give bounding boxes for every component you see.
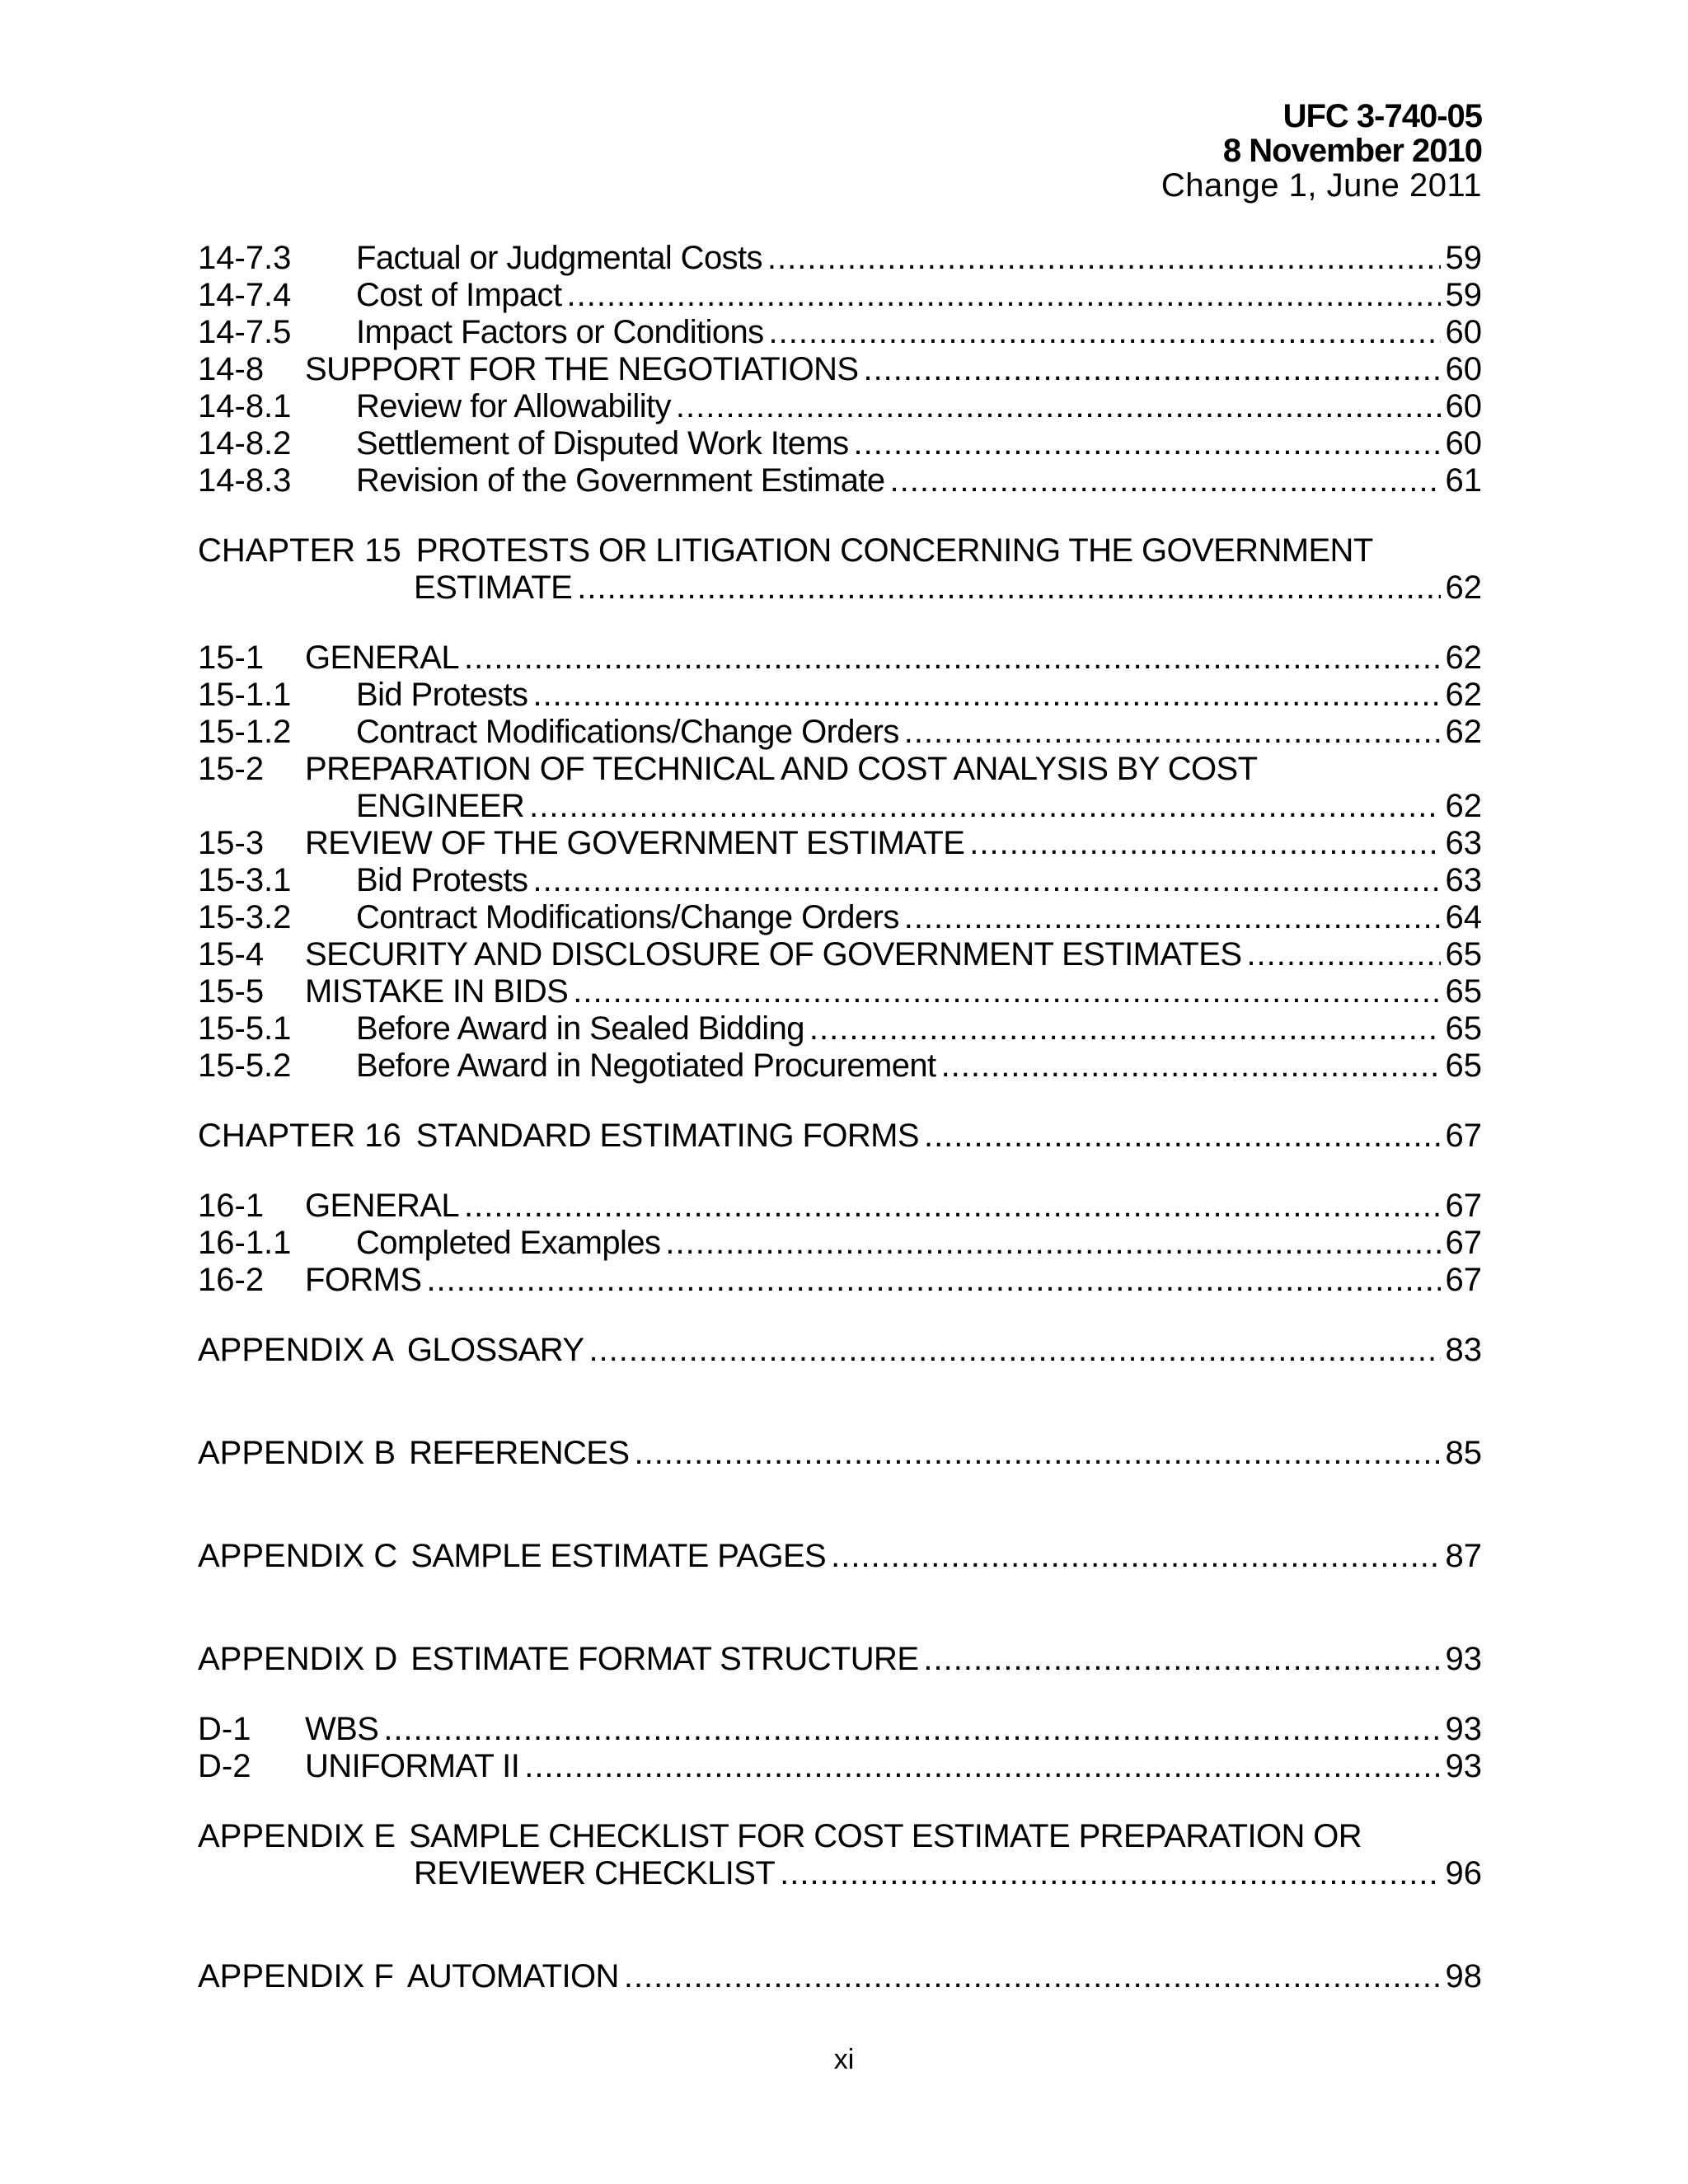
toc-title: Factual or Judgmental Costs [356,240,762,276]
toc-title: GLOSSARY [406,1332,584,1368]
dot-leader [524,1747,1440,1785]
dot-leader [426,1261,1440,1299]
dot-leader [577,569,1440,607]
toc-entry[interactable] [198,1224,1482,1262]
toc-page: 65 [1445,1047,1482,1084]
dot-leader [941,1047,1441,1085]
toc-page: 96 [1445,1855,1482,1891]
toc-entry[interactable] [198,898,1482,936]
toc-appendix-heading[interactable] [198,1817,1482,1855]
toc-appendix-label: APPENDIX C [198,1538,398,1574]
toc-appendix-label: APPENDIX E [198,1818,396,1854]
dot-leader [588,1331,1440,1369]
toc-page: 93 [1445,1641,1482,1677]
toc-number: 15-1.2 [198,714,292,750]
dot-leader [923,1640,1440,1678]
toc-number: 14-8 [198,351,265,387]
toc-appendix-label: APPENDIX A [198,1332,394,1368]
toc-page: 65 [1445,936,1482,972]
dot-leader [904,713,1441,751]
toc-entry[interactable] [198,1854,1482,1892]
dot-leader [767,239,1441,277]
toc-number: D-2 [198,1748,251,1784]
toc-title: Settlement of Disputed Work Items [356,425,849,462]
toc-entry[interactable] [198,1187,1482,1225]
toc-page: 60 [1445,388,1482,424]
toc-page: 62 [1445,569,1482,606]
toc-number: 15-3.2 [198,899,292,935]
toc-appendix-label: APPENDIX D [198,1641,398,1677]
toc-page: 63 [1445,862,1482,898]
toc-page: 62 [1445,714,1482,750]
toc-page: 62 [1445,677,1482,713]
toc-number: 16-1.1 [198,1225,292,1261]
document-id: UFC 3-740-05 [1282,98,1482,134]
toc-appendix-entry[interactable] [198,1640,1482,1678]
toc-appendix-entry[interactable] [198,1434,1482,1472]
document-change: Change 1, June 2011 [1160,167,1482,204]
toc-title: Contract Modifications/Change Orders [356,899,899,935]
dot-leader [573,972,1440,1010]
toc-number: 15-2 [198,751,265,787]
dot-leader [532,861,1440,899]
toc-title: REFERENCES [409,1435,630,1471]
toc-entry[interactable] [198,239,1482,277]
toc-title: GENERAL [305,640,459,676]
toc-page: 98 [1445,1958,1482,1994]
toc-page: 67 [1445,1118,1482,1154]
toc-number: 16-2 [198,1262,265,1298]
toc-title: Bid Protests [356,862,528,898]
toc-title: SUPPORT FOR THE NEGOTIATIONS [305,351,859,387]
toc-page: 87 [1445,1538,1482,1574]
toc-page: 93 [1445,1748,1482,1784]
page-header [1161,99,1482,203]
toc-page: 67 [1445,1188,1482,1224]
toc-entry[interactable] [198,1261,1482,1299]
toc-entry[interactable] [198,387,1482,425]
dot-leader [532,676,1440,714]
toc-title-continued: ESTIMATE [414,569,573,606]
toc-number: 15-3 [198,825,265,861]
toc-entry[interactable] [198,676,1482,714]
toc-entry[interactable] [198,935,1482,973]
toc-entry[interactable] [198,861,1482,899]
toc-page: 60 [1445,314,1482,350]
dot-leader [890,462,1441,499]
toc-entry-heading[interactable] [198,750,1482,788]
toc-entry[interactable] [198,639,1482,677]
toc-number: 14-7.3 [198,240,292,276]
toc-page: 62 [1445,788,1482,824]
toc-title: GENERAL [305,1188,459,1224]
toc-chapter-number: CHAPTER 15 [198,532,401,569]
toc-page: 65 [1445,973,1482,1010]
toc-entry[interactable] [198,1747,1482,1785]
dot-leader [780,1854,1440,1892]
toc-title: Completed Examples [356,1225,661,1261]
toc-title: PREPARATION OF TECHNICAL AND COST ANALYSIS BY COST [305,751,1258,787]
toc-number: 15-4 [198,936,265,972]
toc-title: Bid Protests [356,677,528,713]
dot-leader [969,824,1440,862]
toc-page: 60 [1445,425,1482,462]
toc-number: 14-8.2 [198,425,292,462]
toc-entry[interactable] [198,1047,1482,1085]
toc-page: 63 [1445,825,1482,861]
toc-entry[interactable] [198,569,1482,607]
dot-leader [809,1010,1441,1047]
toc-entry[interactable] [198,972,1482,1010]
toc-chapter-title: PROTESTS OR LITIGATION CONCERNING THE GOVERNMENT [415,532,1373,569]
toc-entry[interactable] [198,424,1482,462]
toc-title: WBS [305,1711,379,1747]
toc-page: 59 [1445,277,1482,313]
dot-leader [769,313,1441,351]
dot-leader [854,424,1441,462]
dot-leader [529,787,1440,825]
dot-leader [924,1117,1441,1155]
toc-title: ESTIMATE FORMAT STRUCTURE [410,1641,919,1677]
toc-title: SAMPLE ESTIMATE PAGES [410,1538,827,1574]
toc-page: 67 [1445,1225,1482,1261]
toc-title: Contract Modifications/Change Orders [356,714,899,750]
toc-title: Before Award in Sealed Bidding [356,1010,804,1047]
dot-leader [665,1224,1440,1262]
page-number: xi [833,2044,855,2075]
toc-page: 62 [1445,640,1482,676]
toc-title: Review for Allowability [356,388,671,424]
dot-leader [831,1537,1440,1575]
toc-appendix-entry[interactable] [198,1331,1482,1369]
toc-page: 67 [1445,1262,1482,1298]
toc-number: 14-8.3 [198,462,292,499]
toc-number: 15-1.1 [198,677,292,713]
toc-page: 93 [1445,1711,1482,1747]
toc-chapter-title: STANDARD ESTIMATING FORMS [415,1118,919,1154]
toc-entry[interactable] [198,787,1482,825]
toc-entry[interactable] [198,824,1482,862]
toc-entry[interactable] [198,1710,1482,1748]
toc-chapter-number: CHAPTER 16 [198,1118,401,1154]
toc-number: 15-5.1 [198,1010,292,1047]
toc-appendix-entry[interactable] [198,1957,1482,1995]
toc-number: 14-7.4 [198,277,292,313]
toc-entry[interactable] [198,462,1482,499]
toc-title: REVIEW OF THE GOVERNMENT ESTIMATE [305,825,965,861]
toc-entry[interactable] [198,276,1482,314]
toc-title: MISTAKE IN BIDS [305,973,569,1010]
toc-entry[interactable] [198,313,1482,351]
toc-number: D-1 [198,1711,251,1747]
toc-page: 60 [1445,351,1482,387]
toc-page: 83 [1445,1332,1482,1368]
toc-title: SAMPLE CHECKLIST FOR COST ESTIMATE PREPARATION OR [409,1818,1362,1854]
toc-entry[interactable] [198,350,1482,388]
toc-page: 65 [1445,1010,1482,1047]
toc-number: 15-5 [198,973,265,1010]
toc-title-continued: REVIEWER CHECKLIST [414,1855,776,1891]
toc-number: 14-8.1 [198,388,292,424]
toc-title: Revision of the Government Estimate [356,462,885,499]
document-date: 8 November 2010 [1222,133,1482,169]
dot-leader [1246,935,1440,973]
toc-title: Impact Factors or Conditions [356,314,764,350]
toc-title: SECURITY AND DISCLOSURE OF GOVERNMENT ESTIMATES [305,936,1242,972]
toc-page: 59 [1445,240,1482,276]
toc-appendix-label: APPENDIX F [198,1958,394,1994]
dot-leader [624,1957,1441,1995]
toc-title: AUTOMATION [406,1958,619,1994]
toc-title: Before Award in Negotiated Procurement [356,1047,936,1084]
toc-number: 15-5.2 [198,1047,292,1084]
dot-leader [904,898,1441,936]
dot-leader [383,1710,1440,1748]
dot-leader [634,1434,1440,1472]
dot-leader [863,350,1440,388]
toc-title: UNIFORMAT II [305,1748,520,1784]
toc-page: 61 [1445,462,1482,499]
toc-chapter-heading[interactable] [198,532,1482,569]
toc-number: 16-1 [198,1188,265,1224]
dot-leader [676,387,1441,425]
toc-number: 14-7.5 [198,314,292,350]
toc-title: Cost of Impact [356,277,562,313]
toc-number: 15-3.1 [198,862,292,898]
toc-entry[interactable] [198,713,1482,751]
toc-entry[interactable] [198,1010,1482,1047]
toc-chapter-entry[interactable] [198,1117,1482,1155]
dot-leader [464,1187,1441,1225]
dot-leader [566,276,1440,314]
toc-appendix-entry[interactable] [198,1537,1482,1575]
toc-number: 15-1 [198,640,265,676]
toc-appendix-label: APPENDIX B [198,1435,396,1471]
toc-page: 64 [1445,899,1482,935]
dot-leader [464,639,1441,677]
toc-page: 85 [1445,1435,1482,1471]
toc-title: FORMS [305,1262,422,1298]
toc-title-continued: ENGINEER [356,788,525,824]
